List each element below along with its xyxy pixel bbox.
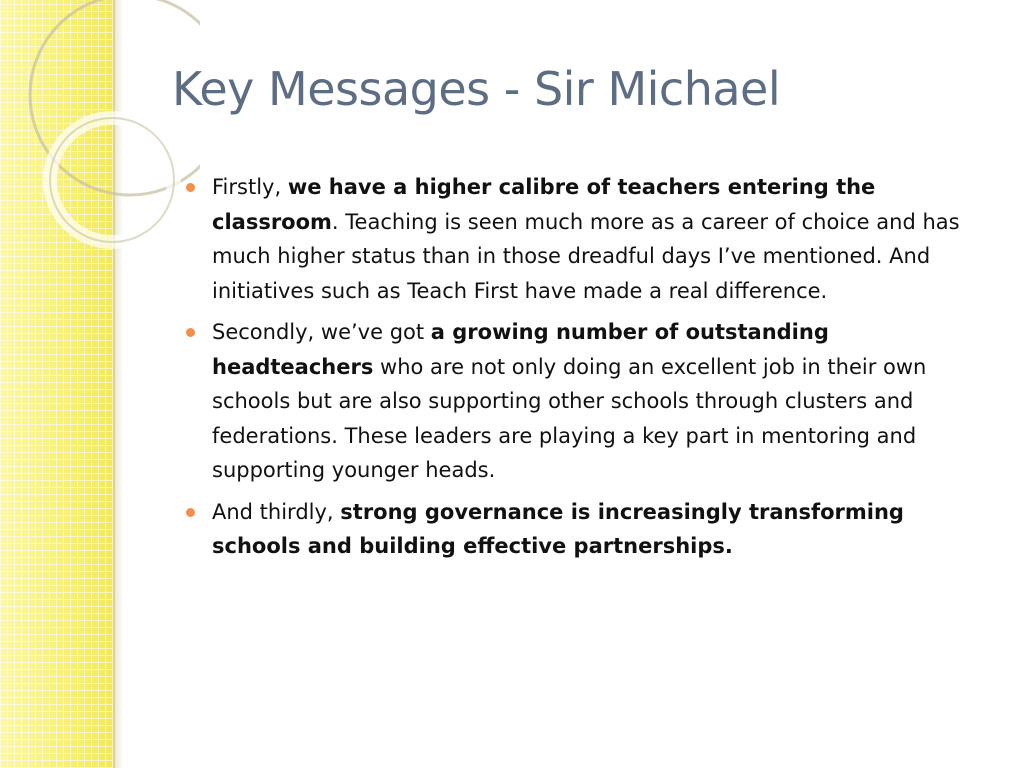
bullet-bold-text: we have a higher calibre of teachers entering the classroom: [212, 175, 876, 234]
decorative-circles: [0, 0, 200, 320]
bullet-dot-icon: [186, 328, 195, 337]
bullet-item: [186, 315, 986, 488]
bullet-bold-text: a growing number of outstanding headteachers: [212, 320, 829, 379]
slide-title: Key Messages - Sir Michael: [172, 62, 781, 116]
bullet-item: [186, 495, 986, 564]
bullet-bold-text: strong governance is increasingly transforming schools and building effective partnerships.: [212, 499, 904, 558]
small-ring-outline: [50, 118, 174, 242]
bullet-item: [186, 170, 986, 308]
bullet-dot-icon: [186, 183, 195, 192]
bullet-lead-text: And thirdly,: [212, 499, 341, 524]
bullet-lead-text: Secondly, we’ve got: [212, 320, 431, 344]
bullet-rest-text: . Teaching is seen much more as a career of choice and has much higher status than in those dreadful days I’ve mentioned. And initiatives such as Teach First have made a real difference.: [212, 209, 960, 303]
bullet-rest-text: who are not only doing an excellent job in their own schools but are also supporting other schools through clusters and federations. These leaders are playing a key part in mentoring and supporting younger heads.: [212, 354, 927, 482]
bullet-list: [186, 170, 986, 571]
bullet-dot-icon: [186, 508, 195, 517]
bullet-lead-text: Firstly,: [212, 175, 288, 199]
